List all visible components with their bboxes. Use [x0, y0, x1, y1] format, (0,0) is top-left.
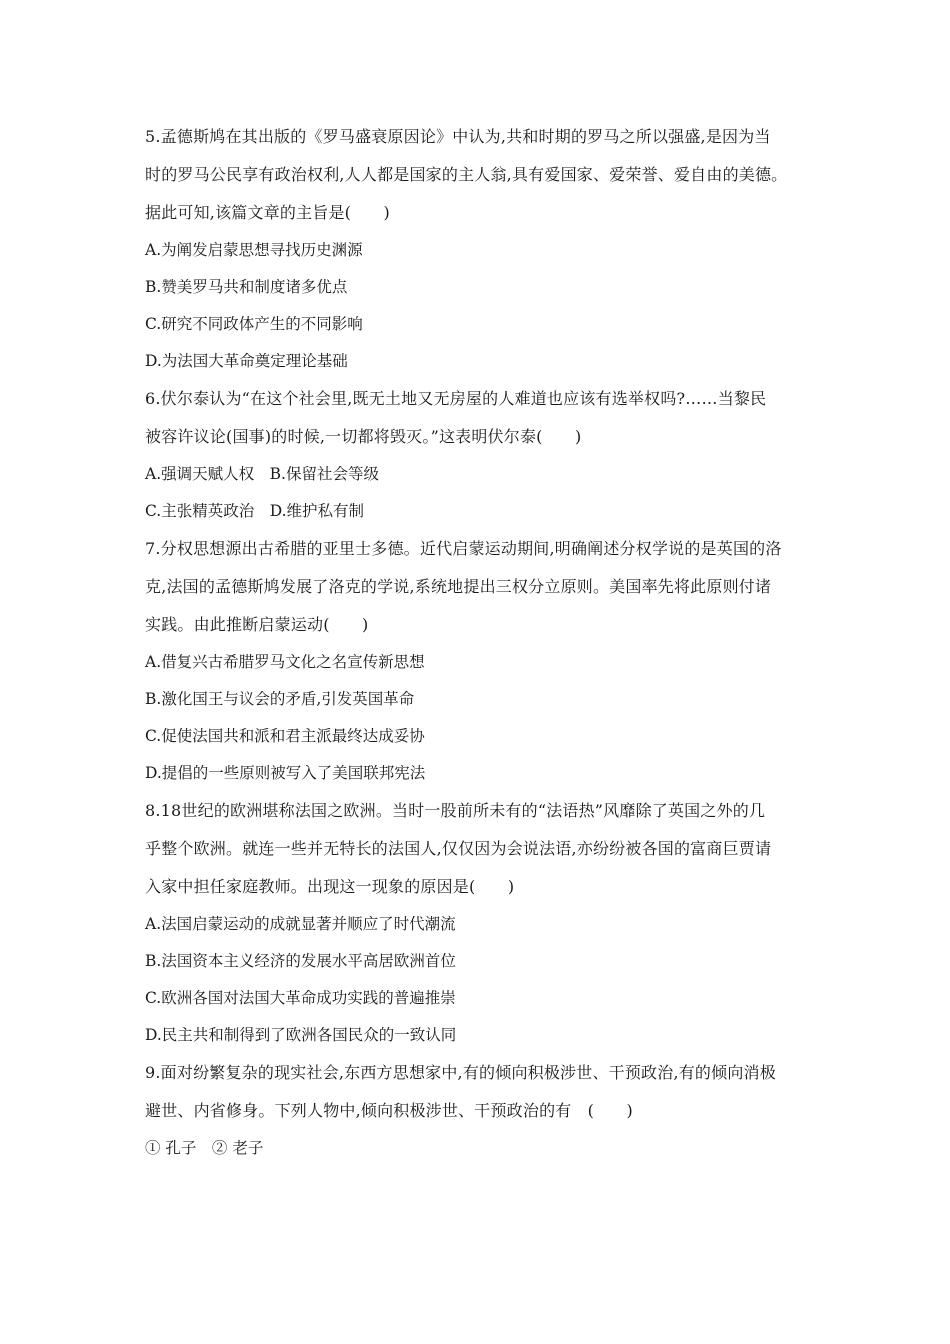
option-c-d: C.主张精英政治 D.维护私有制 — [145, 502, 365, 520]
question-stem-line: 5.孟德斯鸠在其出版的《罗马盛衰原因论》中认为,共和时期的罗马之所以强盛,是因为当 — [145, 127, 771, 146]
question-stem-line: 避世、内省修身。下列人物中,倾向积极涉世、干预政治的有 ( ) — [145, 1101, 633, 1120]
question-stem-line: 被容许议论(国事)的时候,一切都将毁灭。”这表明伏尔泰( ) — [145, 427, 582, 446]
question-9 — [145, 1054, 815, 1167]
option-d: D.民主共和制得到了欧洲各国民众的一致认同 — [145, 1026, 457, 1044]
option-b: B.法国资本主义经济的发展水平高居欧洲首位 — [145, 952, 456, 970]
option-b: B.赞美罗马共和制度诸多优点 — [145, 278, 348, 296]
option-list: ① 孔子 ② 老子 — [145, 1139, 264, 1157]
question-8 — [145, 792, 815, 1054]
option-d: D.为法国大革命奠定理论基础 — [145, 352, 348, 370]
question-5 — [145, 118, 815, 380]
question-stem-line: 实践。由此推断启蒙运动( ) — [145, 615, 369, 634]
document-page — [145, 118, 815, 1167]
option-b: B.激化国王与议会的矛盾,引发英国革命 — [145, 690, 415, 708]
question-stem-line: 据此可知,该篇文章的主旨是( ) — [145, 203, 390, 222]
option-a: A.法国启蒙运动的成就显著并顺应了时代潮流 — [145, 915, 456, 933]
question-stem-line: 乎整个欧洲。就连一些并无特长的法国人,仅仅因为会说法语,亦纷纷被各国的富商巨贾请 — [145, 839, 772, 858]
option-a: A.为阐发启蒙思想寻找历史渊源 — [145, 241, 363, 259]
option-c: C.研究不同政体产生的不同影响 — [145, 315, 363, 333]
question-7 — [145, 530, 815, 792]
question-stem-line: 入家中担任家庭教师。出现这一现象的原因是( ) — [145, 877, 515, 896]
question-stem-line: 时的罗马公民享有政治权利,人人都是国家的主人翁,具有爱国家、爱荣誉、爱自由的美德。 — [145, 165, 788, 184]
option-a-b: A.强调天赋人权 B.保留社会等级 — [145, 465, 379, 483]
option-a: A.借复兴古希腊罗马文化之名宣传新思想 — [145, 653, 425, 671]
option-c: C.促使法国共和派和君主派最终达成妥协 — [145, 727, 425, 745]
option-d: D.提倡的一些原则被写入了美国联邦宪法 — [145, 764, 426, 782]
question-stem-line: 8.18世纪的欧洲堪称法国之欧洲。当时一股前所未有的“法语热”风靡除了英国之外的几 — [145, 801, 766, 820]
option-c: C.欧洲各国对法国大革命成功实践的普遍推崇 — [145, 989, 456, 1007]
question-stem-line: 克,法国的孟德斯鸠发展了洛克的学说,系统地提出三权分立原则。美国率先将此原则付诸 — [145, 577, 772, 596]
question-stem-line: 9.面对纷繁复杂的现实社会,东西方思想家中,有的倾向积极涉世、干预政治,有的倾向消极 — [145, 1063, 776, 1082]
question-6 — [145, 380, 815, 530]
question-stem-line: 7.分权思想源出古希腊的亚里士多德。近代启蒙运动期间,明确阐述分权学说的是英国的洛 — [145, 539, 782, 558]
question-stem-line: 6.伏尔泰认为“在这个社会里,既无土地又无房屋的人难道也应该有选举权吗?……当黎民 — [145, 389, 767, 408]
